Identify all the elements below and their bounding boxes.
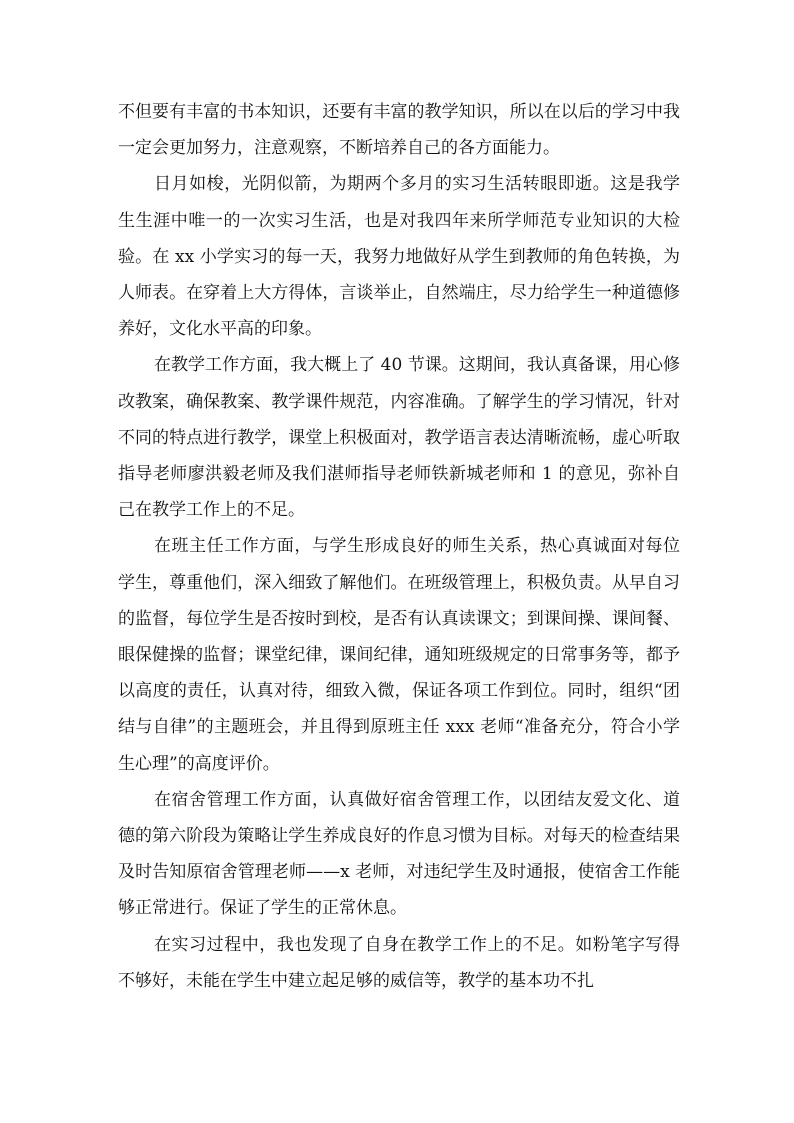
paragraph-teaching-work: 在教学工作方面，我大概上了 40 节课。这期间，我认真备课，用心修改教案，确保教案、教学课件规范，内容准确。了解学生的学习情况，针对不同的特点进行教学，课堂上积极面对，教学语言表达清晰流畅，虚心听取指导老师廖洪毅老师及我们湛师指导老师铁新城老师和 1 的意见，弥补自己在教学工作上的不足。	[118, 355, 680, 521]
paragraph-continuation: 不但要有丰富的书本知识，还要有丰富的教学知识，所以在以后的学习中我一定会更加努力，注意观察，不断培养自己的各方面能力。	[118, 102, 680, 159]
paragraph-dormitory-management: 在宿舍管理工作方面，认真做好宿舍管理工作，以团结友爱文化、道德的第六阶段为策略让学生养成良好的作息习惯为目标。对每天的检查结果及时告知原宿舍管理老师——x 老师，对违纪学生及时通报，使宿舍工作能够正常进行。保证了学生的正常休息。	[118, 789, 680, 919]
paragraph-class-teacher-work: 在班主任工作方面，与学生形成良好的师生关系，热心真诚面对每位学生，尊重他们，深入细致了解他们。在班级管理上，积极负责。从早自习的监督，每位学生是否按时到校，是否有认真读课文；到课间操、课间餐、眼保健操的监督；课堂纪律，课间纪律，通知班级规定的日常事务等，都予以高度的责任，认真对待，细致入微，保证各项工作到位。同时，组织“团结与自律”的主题班会，并且得到原班主任 xxx 老师“准备充分，符合小学生心理”的高度评价。	[118, 536, 680, 774]
document-body	[118, 94, 680, 999]
paragraph-shortcomings: 在实习过程中，我也发现了自身在教学工作上的不足。如粉笔字写得不够好，未能在学生中建立起足够的威信等，教学的基本功不扎	[118, 934, 680, 991]
paragraph-internship-summary: 日月如梭，光阴似箭，为期两个多月的实习生活转眼即逝。这是我学生生涯中唯一的一次实习生活，也是对我四年来所学师范专业知识的大检验。在 xx 小学实习的每一天，我努力地做好从学生到教师的角色转换，为人师表。在穿着上大方得体，言谈举止，自然端庄，尽力给学生一种道德修养好，文化水平高的印象。	[118, 174, 680, 340]
